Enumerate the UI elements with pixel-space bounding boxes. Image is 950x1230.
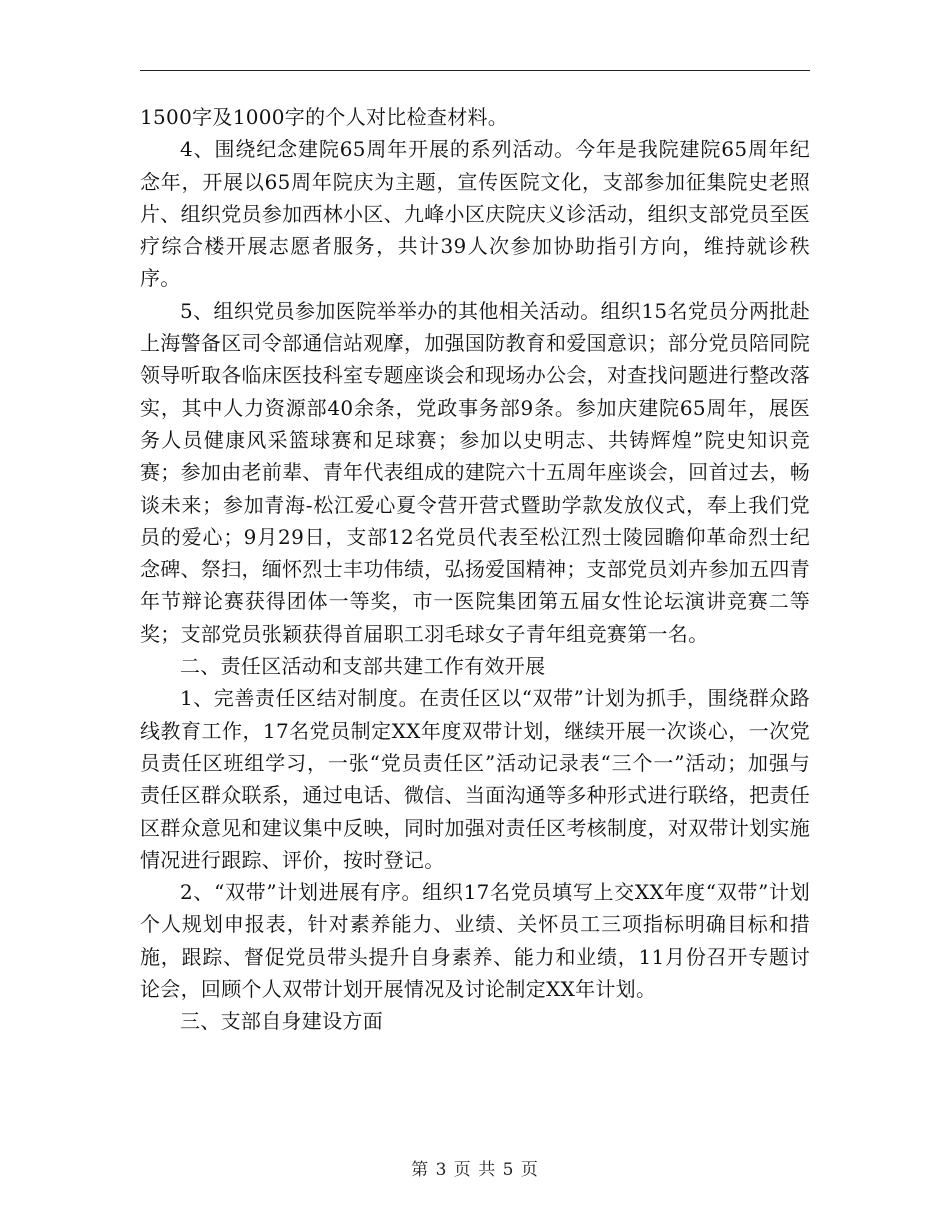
- paragraph-item-4: 4、围绕纪念建院65周年开展的系列活动。今年是我院建院65周年纪念年，开展以65周年院庆为主题，宣传医院文化，支部参加征集院史老照片、组织党员参加西林小区、九峰小区庆院庆义诊活动，组织支部党员至医疗综合楼开展志愿者服务，共计39人次参加协助指引方向，维持就诊秩序。: [140, 137, 810, 291]
- document-body: [140, 101, 810, 1038]
- paragraph-continuation: 1500字及1000字的个人对比检查材料。: [140, 105, 509, 129]
- paragraph-item-1: 1、完善责任区结对制度。在责任区以“双带”计划为抓手，围绕群众路线教育工作，17名党员制定XX年度双带计划，继续开展一次谈心，一次党员责任区班组学习，一张“党员责任区”活动记录表“三个一”活动；加强与责任区群众联系，通过电话、微信、当面沟通等多种形式进行联络，把责任区群众意见和建议集中反映，同时加强对责任区考核制度，对双带计划实施情况进行跟踪、评价，按时登记。: [140, 686, 810, 872]
- section-heading-3: 三、支部自身建设方面: [180, 1009, 383, 1034]
- paragraph-item-2: 2、“双带”计划进展有序。组织17名党员填写上交XX年度“双带”计划个人规划申报表，针对素养能力、业绩、关怀员工三项指标明确目标和措施，跟踪、督促党员带头提升自身素养、能力和业绩，11月份召开专题讨论会，回顾个人双带计划开展情况及讨论制定XX年计划。: [140, 880, 810, 1002]
- section-heading-2: 二、责任区活动和支部共建工作有效开展: [180, 654, 546, 679]
- paragraph-item-5: 5、组织党员参加医院举举办的其他相关活动。组织15名党员分两批赴上海警备区司令部通信站观摩，加强国防教育和爱国意识；部分党员陪同院领导听取各临床医技科室专题座谈会和现场办公会，对查找问题进行整改落实，其中人力资源部40余条，党政事务部9条。参加庆建院65周年，展医务人员健康风采篮球赛和足球赛；参加以史明志、共铸辉煌”院史知识竞赛；参加由老前辈、青年代表组成的建院六十五周年座谈会，回首过去，畅谈未来；参加青海-松江爱心夏令营开营式暨助学款发放仪式，奉上我们党员的爱心；9月29日，支部12名党员代表至松江烈士陵园瞻仰革命烈士纪念碑、祭扫，缅怀烈士丰功伟绩，弘扬爱国精神；支部党员刘卉参加五四青年节辩论赛获得团体一等奖，市一医院集团第五届女性论坛演讲竞赛二等奖；支部党员张颖获得首届职工羽毛球女子青年组竞赛第一名。: [140, 298, 810, 646]
- header-rule: [140, 70, 810, 71]
- page-number: 第 3 页 共 5 页: [411, 1160, 539, 1180]
